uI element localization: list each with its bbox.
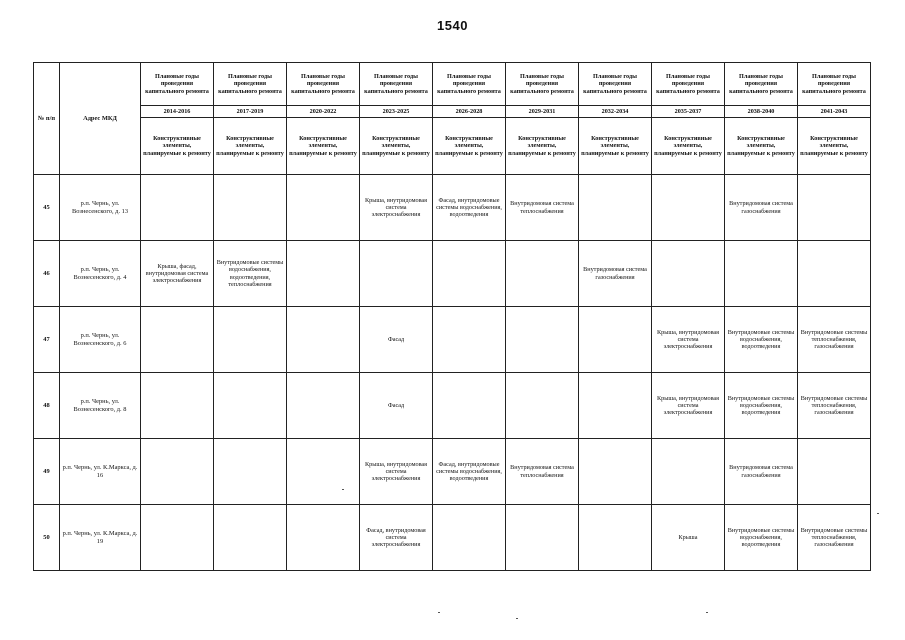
column-header-number: № п/п bbox=[34, 63, 60, 175]
repair-cell: Внутридомовая система теплоснабжения bbox=[506, 439, 579, 505]
repair-cell bbox=[652, 175, 725, 241]
row-number: 47 bbox=[34, 307, 60, 373]
table-row bbox=[34, 307, 871, 373]
repair-cell bbox=[506, 505, 579, 571]
repair-cell: Крыша bbox=[652, 505, 725, 571]
repair-cell: Внутридомовые системы теплоснабжения, газоснабжения bbox=[798, 505, 871, 571]
table-row bbox=[34, 373, 871, 439]
repair-cell bbox=[287, 175, 360, 241]
period-title: Плановые годы проведения капитального ремонта bbox=[725, 63, 798, 106]
elements-header: Конструктивные элементы, планируемые к ремонту bbox=[652, 118, 725, 175]
repair-cell bbox=[214, 505, 287, 571]
table-body bbox=[34, 175, 871, 571]
repair-cell: Фасад bbox=[360, 373, 433, 439]
elements-header: Конструктивные элементы, планируемые к ремонту bbox=[287, 118, 360, 175]
repair-cell bbox=[433, 373, 506, 439]
row-number: 49 bbox=[34, 439, 60, 505]
repair-cell: Крыша, внутридомовая система электроснабжения bbox=[360, 439, 433, 505]
period-title: Плановые годы проведения капитального ремонта bbox=[287, 63, 360, 106]
period-title: Плановые годы проведения капитального ремонта bbox=[652, 63, 725, 106]
repair-cell bbox=[360, 241, 433, 307]
table-row bbox=[34, 439, 871, 505]
repair-cell: Внутридомовые системы водоснабжения, водоотведения bbox=[725, 505, 798, 571]
year-range: 2029-2031 bbox=[506, 106, 579, 118]
repair-cell bbox=[287, 373, 360, 439]
elements-header: Конструктивные элементы, планируемые к ремонту bbox=[433, 118, 506, 175]
repair-cell: Внутридомовые системы водоснабжения, водоотведения bbox=[725, 307, 798, 373]
year-range: 2026-2028 bbox=[433, 106, 506, 118]
repair-cell bbox=[506, 373, 579, 439]
period-title: Плановые годы проведения капитального ремонта bbox=[141, 63, 214, 106]
year-range: 2017-2019 bbox=[214, 106, 287, 118]
period-title: Плановые годы проведения капитального ремонта bbox=[798, 63, 871, 106]
repair-cell bbox=[141, 307, 214, 373]
repair-cell: Внутридомовая система газоснабжения bbox=[725, 175, 798, 241]
year-range: 2041-2043 bbox=[798, 106, 871, 118]
repair-cell bbox=[725, 241, 798, 307]
repair-cell: Крыша, внутридомовая система электроснабжения bbox=[652, 307, 725, 373]
repair-cell bbox=[652, 439, 725, 505]
repair-cell bbox=[579, 175, 652, 241]
year-range: 2038-2040 bbox=[725, 106, 798, 118]
scan-speck bbox=[438, 612, 440, 613]
year-range: 2032-2034 bbox=[579, 106, 652, 118]
repair-cell: Крыша, внутридомовая система электроснабжения bbox=[360, 175, 433, 241]
scan-speck bbox=[342, 489, 344, 490]
repair-cell: Внутридомовая система теплоснабжения bbox=[506, 175, 579, 241]
header-row-years bbox=[34, 106, 871, 118]
table-row bbox=[34, 505, 871, 571]
repair-cell bbox=[798, 439, 871, 505]
row-number: 46 bbox=[34, 241, 60, 307]
repair-cell bbox=[579, 439, 652, 505]
scan-speck bbox=[706, 612, 708, 613]
row-address: р.п. Чернь, ул. Вознесенского, д. 8 bbox=[60, 373, 141, 439]
repair-cell: Внутридомовые системы теплоснабжения, газоснабжения bbox=[798, 307, 871, 373]
elements-header: Конструктивные элементы, планируемые к ремонту bbox=[506, 118, 579, 175]
repair-cell: Фасад bbox=[360, 307, 433, 373]
elements-header: Конструктивные элементы, планируемые к ремонту bbox=[214, 118, 287, 175]
repair-cell bbox=[141, 373, 214, 439]
repair-cell bbox=[287, 307, 360, 373]
row-number: 50 bbox=[34, 505, 60, 571]
period-title: Плановые годы проведения капитального ремонта bbox=[360, 63, 433, 106]
repair-cell: Крыша, внутридомовая система электроснабжения bbox=[652, 373, 725, 439]
repair-cell bbox=[433, 307, 506, 373]
repair-cell bbox=[506, 307, 579, 373]
repair-cell: Фасад, внутридомовые системы водоснабжения, водоотведения bbox=[433, 439, 506, 505]
period-title: Плановые годы проведения капитального ремонта bbox=[506, 63, 579, 106]
repair-cell bbox=[579, 373, 652, 439]
elements-header: Конструктивные элементы, планируемые к ремонту bbox=[579, 118, 652, 175]
repair-cell bbox=[579, 307, 652, 373]
row-number: 45 bbox=[34, 175, 60, 241]
header-row-elements bbox=[34, 118, 871, 175]
repair-cell bbox=[287, 439, 360, 505]
elements-header: Конструктивные элементы, планируемые к ремонту bbox=[798, 118, 871, 175]
table-row bbox=[34, 241, 871, 307]
year-range: 2035-2037 bbox=[652, 106, 725, 118]
page-number: 1540 bbox=[437, 18, 468, 33]
period-title: Плановые годы проведения капитального ремонта bbox=[433, 63, 506, 106]
repair-cell bbox=[214, 307, 287, 373]
repair-cell bbox=[287, 505, 360, 571]
repair-cell: Внутридомовые системы водоснабжения, водоотведения, теплоснабжения bbox=[214, 241, 287, 307]
repair-cell bbox=[433, 505, 506, 571]
scan-speck bbox=[516, 618, 518, 619]
year-range: 2023-2025 bbox=[360, 106, 433, 118]
column-header-address: Адрес МКД bbox=[60, 63, 141, 175]
repair-cell bbox=[141, 439, 214, 505]
row-address: р.п. Чернь, ул. К.Маркса, д. 19 bbox=[60, 505, 141, 571]
repair-cell bbox=[214, 439, 287, 505]
repair-cell: Фасад, внутридомовые системы водоснабжения, водоотведения bbox=[433, 175, 506, 241]
repair-cell: Внутридомовая система газоснабжения bbox=[579, 241, 652, 307]
repair-cell bbox=[141, 505, 214, 571]
row-address: р.п. Чернь, ул. Вознесенского, д. 4 bbox=[60, 241, 141, 307]
header-row-titles bbox=[34, 63, 871, 106]
period-title: Плановые годы проведения капитального ремонта bbox=[214, 63, 287, 106]
repair-cell bbox=[433, 241, 506, 307]
repair-cell bbox=[214, 373, 287, 439]
repair-cell bbox=[506, 241, 579, 307]
row-address: р.п. Чернь, ул. Вознесенского, д. 6 bbox=[60, 307, 141, 373]
elements-header: Конструктивные элементы, планируемые к ремонту bbox=[141, 118, 214, 175]
row-number: 48 bbox=[34, 373, 60, 439]
scan-speck bbox=[877, 513, 879, 514]
repair-cell bbox=[798, 175, 871, 241]
repair-cell: Крыша, фасад, внутридомовая система электроснабжения bbox=[141, 241, 214, 307]
repair-cell bbox=[579, 505, 652, 571]
repair-cell: Фасад, внутридомовая система электроснабжения bbox=[360, 505, 433, 571]
repair-cell bbox=[214, 175, 287, 241]
year-range: 2014-2016 bbox=[141, 106, 214, 118]
elements-header: Конструктивные элементы, планируемые к ремонту bbox=[360, 118, 433, 175]
table-row bbox=[34, 175, 871, 241]
repair-cell: Внутридомовые системы теплоснабжения, газоснабжения bbox=[798, 373, 871, 439]
repair-cell: Внутридомовые системы водоснабжения, водоотведения bbox=[725, 373, 798, 439]
elements-header: Конструктивные элементы, планируемые к ремонту bbox=[725, 118, 798, 175]
repair-cell bbox=[141, 175, 214, 241]
year-range: 2020-2022 bbox=[287, 106, 360, 118]
row-address: р.п. Чернь, ул. Вознесенского, д. 13 bbox=[60, 175, 141, 241]
period-title: Плановые годы проведения капитального ремонта bbox=[579, 63, 652, 106]
capital-repair-plan-table bbox=[33, 62, 871, 571]
repair-cell bbox=[798, 241, 871, 307]
repair-cell bbox=[287, 241, 360, 307]
row-address: р.п. Чернь, ул. К.Маркса, д. 16 bbox=[60, 439, 141, 505]
repair-cell: Внутридомовая система газоснабжения bbox=[725, 439, 798, 505]
repair-cell bbox=[652, 241, 725, 307]
